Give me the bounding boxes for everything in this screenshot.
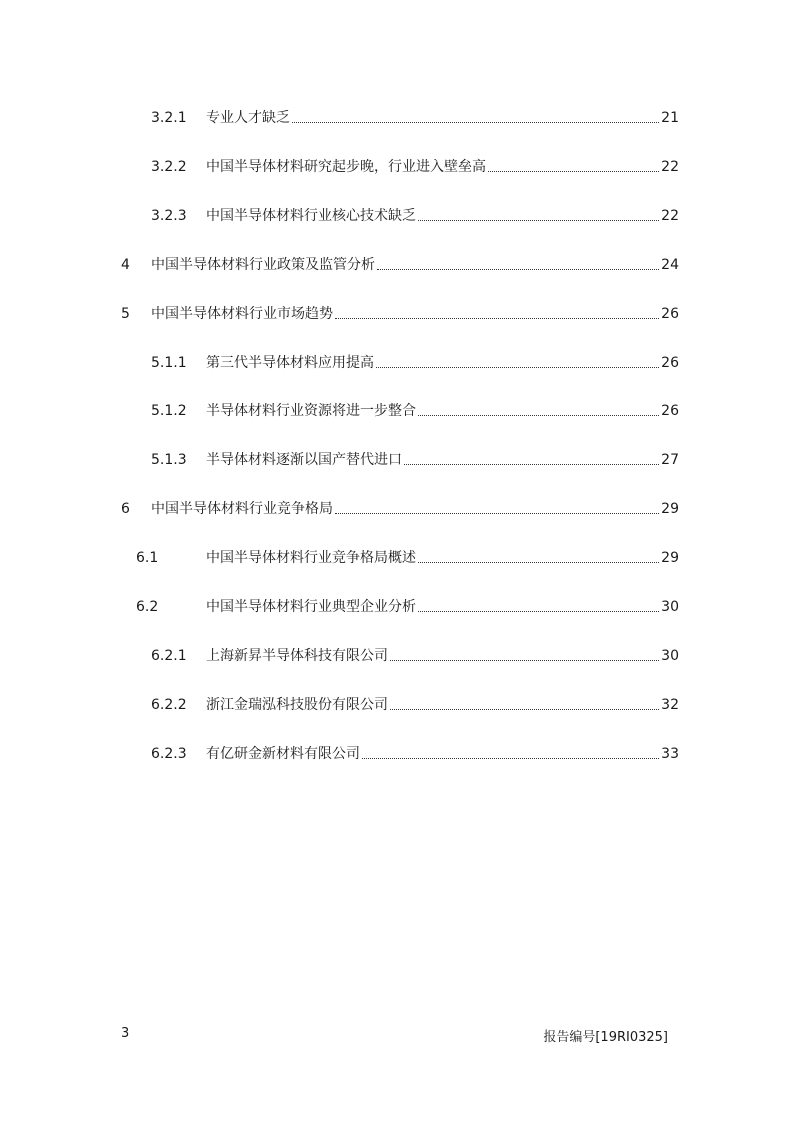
toc-entry[interactable]: [151, 205, 679, 227]
toc-entry-title: 中国半导体材料行业典型企业分析: [206, 599, 416, 615]
toc-entry-title: 中国半导体材料行业竞争格局概述: [206, 550, 416, 566]
toc-dot-leader: [418, 562, 659, 563]
toc-entry-page: 22: [661, 159, 679, 175]
toc-entry-page: 24: [661, 257, 679, 273]
toc-entry-number: 5.1.2: [151, 403, 187, 419]
toc-entry-title: 中国半导体材料行业市场趋势: [151, 306, 333, 322]
toc-entry-title: 半导体材料行业资源将进一步整合: [206, 403, 416, 419]
toc-entry[interactable]: [151, 352, 679, 374]
toc-entry-page: 32: [661, 697, 679, 713]
toc-entry[interactable]: [136, 547, 679, 569]
toc-entry[interactable]: [151, 743, 679, 765]
toc-entry-page: 26: [661, 403, 679, 419]
toc-entry-page: 33: [661, 746, 679, 762]
toc-entry-number: 3.2.3: [151, 208, 187, 224]
toc-entry[interactable]: [151, 400, 679, 422]
toc-entry-number: 5: [121, 306, 130, 322]
toc-entry[interactable]: [121, 498, 679, 520]
toc-entry[interactable]: [151, 645, 679, 667]
toc-dot-leader: [418, 220, 659, 221]
toc-entry-number: 5.1.1: [151, 355, 187, 371]
toc-entry-page: 21: [661, 110, 679, 126]
toc-dot-leader: [377, 269, 659, 270]
toc-entry-number: 3.2.1: [151, 110, 187, 126]
toc-dot-leader: [292, 122, 659, 123]
toc-entry-page: 22: [661, 208, 679, 224]
toc-entry-title: 中国半导体材料行业核心技术缺乏: [206, 208, 416, 224]
toc-entry-number: 4: [121, 257, 130, 273]
toc-entry-title: 有亿研金新材料有限公司: [206, 746, 360, 762]
toc-entry-title: 第三代半导体材料应用提高: [206, 355, 374, 371]
toc-entry[interactable]: [151, 449, 679, 471]
toc-entry-number: 6: [121, 501, 130, 517]
toc-entry-title: 中国半导体材料研究起步晚，行业进入壁垒高: [206, 159, 486, 175]
toc-entry[interactable]: [151, 694, 679, 716]
toc-entry-number: 6.2.3: [151, 746, 187, 762]
toc-entry-page: 27: [661, 452, 679, 468]
toc-entry-title: 中国半导体材料行业竞争格局: [151, 501, 333, 517]
toc-entry[interactable]: [136, 596, 679, 618]
toc-entry-page: 30: [661, 599, 679, 615]
toc-dot-leader: [376, 367, 659, 368]
toc-entry-title: 专业人才缺乏: [206, 110, 290, 126]
toc-entry-page: 29: [661, 550, 679, 566]
toc-dot-leader: [335, 318, 659, 319]
toc-dot-leader: [404, 464, 659, 465]
toc-dot-leader: [335, 513, 659, 514]
toc-entry-title: 半导体材料逐渐以国产替代进口: [206, 452, 402, 468]
toc-entry[interactable]: [121, 303, 679, 325]
toc-dot-leader: [488, 171, 659, 172]
toc-dot-leader: [390, 709, 659, 710]
toc-entry-number: 5.1.3: [151, 452, 187, 468]
toc-entry[interactable]: [121, 254, 679, 276]
toc-entry-number: 6.2.2: [151, 697, 187, 713]
toc-entry-number: 6.2: [136, 599, 159, 615]
toc-entry-number: 6.2.1: [151, 648, 187, 664]
toc-entry-title: 上海新昇半导体科技有限公司: [206, 648, 388, 664]
footer-report-number: 报告编号[19RI0325]: [543, 1030, 668, 1045]
toc-entry[interactable]: [151, 156, 679, 178]
toc-entry-title: 浙江金瑞泓科技股份有限公司: [206, 697, 388, 713]
toc-entry-title: 中国半导体材料行业政策及监管分析: [151, 257, 375, 273]
toc-dot-leader: [362, 758, 659, 759]
toc-dot-leader: [418, 611, 659, 612]
toc-entry-number: 6.1: [136, 550, 159, 566]
footer-page-number: 3: [121, 1026, 130, 1041]
toc-entry-number: 3.2.2: [151, 159, 187, 175]
toc-entry-page: 30: [661, 648, 679, 664]
toc-entry-page: 26: [661, 306, 679, 322]
toc-dot-leader: [418, 415, 659, 416]
toc-dot-leader: [390, 660, 659, 661]
toc-entry[interactable]: [151, 107, 679, 129]
toc-entry-page: 29: [661, 501, 679, 517]
toc-entry-page: 26: [661, 355, 679, 371]
